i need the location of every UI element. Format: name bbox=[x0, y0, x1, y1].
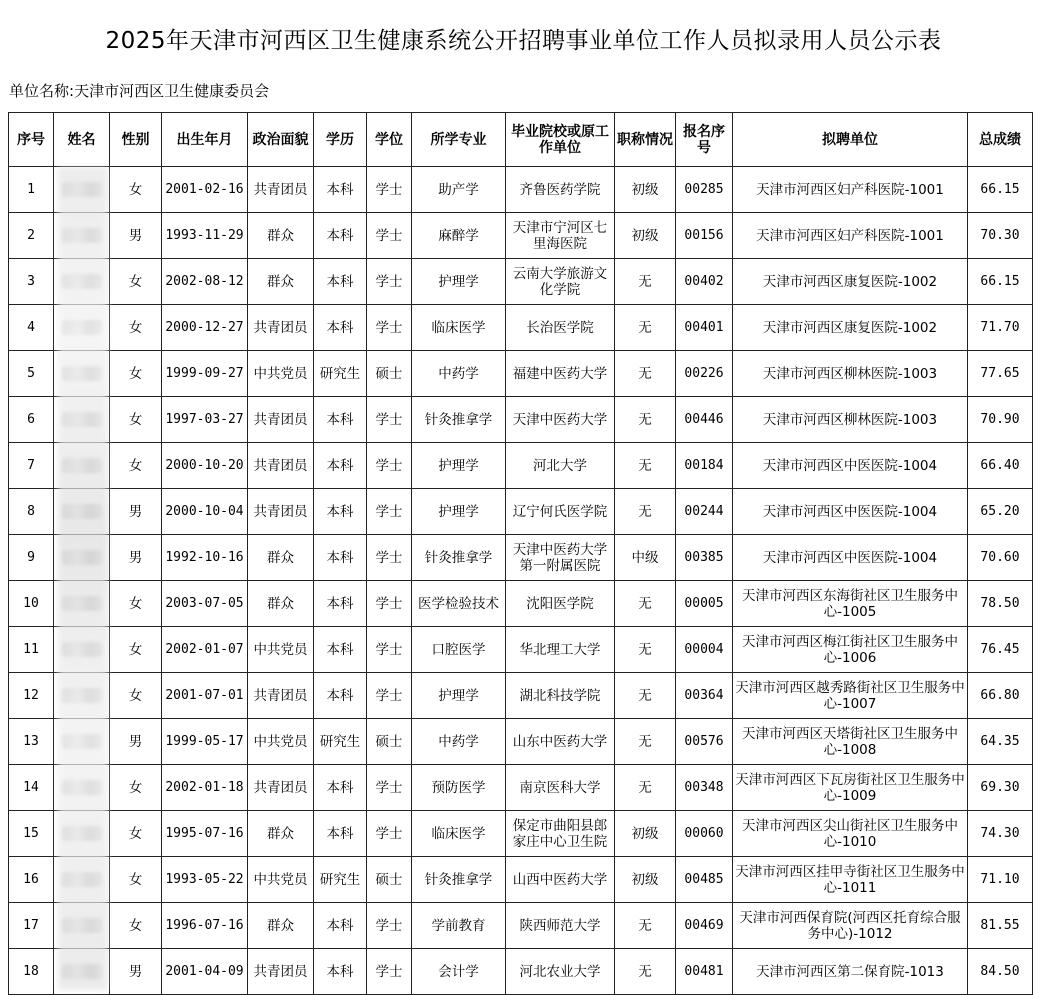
unit-value: 天津市河西区卫生健康委员会 bbox=[74, 82, 270, 100]
political-cell: 共青团员 bbox=[248, 397, 314, 443]
table-row bbox=[9, 535, 1033, 581]
school-cell: 南京医科大学 bbox=[506, 765, 615, 811]
row-number: 15 bbox=[9, 811, 54, 857]
education-cell: 本科 bbox=[314, 535, 367, 581]
gender-cell: 女 bbox=[110, 903, 162, 949]
school-cell: 沈阳医学院 bbox=[506, 581, 615, 627]
header-row bbox=[9, 113, 1033, 167]
gender-cell: 女 bbox=[110, 627, 162, 673]
reg-number-cell: 00244 bbox=[676, 489, 733, 535]
reg-number-cell: 00481 bbox=[676, 949, 733, 995]
score-cell: 64.35 bbox=[968, 719, 1033, 765]
political-cell: 共青团员 bbox=[248, 443, 314, 489]
hiring-unit-cell: 天津市河西区柳林医院-1003 bbox=[733, 397, 968, 443]
school-cell: 山东中医药大学 bbox=[506, 719, 615, 765]
column-header: 出生年月 bbox=[162, 113, 248, 167]
birth-cell: 2000-10-20 bbox=[162, 443, 248, 489]
birth-cell: 1993-05-22 bbox=[162, 857, 248, 903]
reg-number-cell: 00184 bbox=[676, 443, 733, 489]
table-row bbox=[9, 259, 1033, 305]
reg-number-cell: 00364 bbox=[676, 673, 733, 719]
major-cell: 学前教育 bbox=[412, 903, 506, 949]
title-cell: 无 bbox=[615, 765, 676, 811]
degree-cell: 学士 bbox=[367, 949, 412, 995]
school-cell: 保定市曲阳县郎家庄中心卫生院 bbox=[506, 811, 615, 857]
table-row bbox=[9, 811, 1033, 857]
degree-cell: 学士 bbox=[367, 627, 412, 673]
reg-number-cell: 00285 bbox=[676, 167, 733, 213]
school-cell: 河北大学 bbox=[506, 443, 615, 489]
name-cell bbox=[54, 811, 110, 857]
score-cell: 78.50 bbox=[968, 581, 1033, 627]
birth-cell: 2002-01-07 bbox=[162, 627, 248, 673]
score-cell: 69.30 bbox=[968, 765, 1033, 811]
redacted-name bbox=[62, 964, 102, 979]
degree-cell: 学士 bbox=[367, 765, 412, 811]
birth-cell: 2001-04-09 bbox=[162, 949, 248, 995]
column-header: 总成绩 bbox=[968, 113, 1033, 167]
degree-cell: 学士 bbox=[367, 811, 412, 857]
gender-cell: 男 bbox=[110, 949, 162, 995]
political-cell: 中共党员 bbox=[248, 351, 314, 397]
birth-cell: 2001-02-16 bbox=[162, 167, 248, 213]
education-cell: 本科 bbox=[314, 489, 367, 535]
unit-label: 单位名称: bbox=[9, 82, 75, 100]
reg-number-cell: 00156 bbox=[676, 213, 733, 259]
column-header: 学位 bbox=[367, 113, 412, 167]
name-cell bbox=[54, 535, 110, 581]
score-cell: 77.65 bbox=[968, 351, 1033, 397]
score-cell: 66.15 bbox=[968, 167, 1033, 213]
major-cell: 针灸推拿学 bbox=[412, 857, 506, 903]
degree-cell: 硕士 bbox=[367, 857, 412, 903]
birth-cell: 1996-07-16 bbox=[162, 903, 248, 949]
reg-number-cell: 00446 bbox=[676, 397, 733, 443]
degree-cell: 学士 bbox=[367, 305, 412, 351]
score-cell: 66.80 bbox=[968, 673, 1033, 719]
major-cell: 助产学 bbox=[412, 167, 506, 213]
table-row bbox=[9, 719, 1033, 765]
school-cell: 华北理工大学 bbox=[506, 627, 615, 673]
redacted-name bbox=[62, 918, 102, 933]
table-row bbox=[9, 213, 1033, 259]
education-cell: 研究生 bbox=[314, 857, 367, 903]
title-cell: 初级 bbox=[615, 811, 676, 857]
column-header: 职称情况 bbox=[615, 113, 676, 167]
name-cell bbox=[54, 397, 110, 443]
degree-cell: 学士 bbox=[367, 581, 412, 627]
gender-cell: 女 bbox=[110, 443, 162, 489]
degree-cell: 硕士 bbox=[367, 351, 412, 397]
birth-cell: 2002-01-18 bbox=[162, 765, 248, 811]
school-cell: 天津中医药大学 bbox=[506, 397, 615, 443]
title-cell: 无 bbox=[615, 489, 676, 535]
row-number: 11 bbox=[9, 627, 54, 673]
education-cell: 研究生 bbox=[314, 351, 367, 397]
hiring-unit-cell: 天津市河西区柳林医院-1003 bbox=[733, 351, 968, 397]
major-cell: 护理学 bbox=[412, 673, 506, 719]
hiring-unit-cell: 天津市河西区康复医院-1002 bbox=[733, 259, 968, 305]
title-cell: 无 bbox=[615, 903, 676, 949]
school-cell: 陕西师范大学 bbox=[506, 903, 615, 949]
education-cell: 本科 bbox=[314, 213, 367, 259]
gender-cell: 男 bbox=[110, 213, 162, 259]
major-cell: 临床医学 bbox=[412, 305, 506, 351]
reg-number-cell: 00576 bbox=[676, 719, 733, 765]
score-cell: 65.20 bbox=[968, 489, 1033, 535]
education-cell: 本科 bbox=[314, 305, 367, 351]
column-header: 报名序号 bbox=[676, 113, 733, 167]
score-cell: 66.40 bbox=[968, 443, 1033, 489]
table-row bbox=[9, 167, 1033, 213]
title-cell: 无 bbox=[615, 581, 676, 627]
birth-cell: 1999-09-27 bbox=[162, 351, 248, 397]
title-cell: 无 bbox=[615, 627, 676, 673]
major-cell: 临床医学 bbox=[412, 811, 506, 857]
education-cell: 本科 bbox=[314, 949, 367, 995]
gender-cell: 女 bbox=[110, 857, 162, 903]
table-row bbox=[9, 489, 1033, 535]
school-cell: 河北农业大学 bbox=[506, 949, 615, 995]
hiring-unit-cell: 天津市河西区挂甲寺街社区卫生服务中心-1011 bbox=[733, 857, 968, 903]
row-number: 12 bbox=[9, 673, 54, 719]
reg-number-cell: 00385 bbox=[676, 535, 733, 581]
political-cell: 共青团员 bbox=[248, 489, 314, 535]
school-cell: 云南大学旅游文化学院 bbox=[506, 259, 615, 305]
row-number: 9 bbox=[9, 535, 54, 581]
table-row bbox=[9, 305, 1033, 351]
title-cell: 无 bbox=[615, 397, 676, 443]
major-cell: 针灸推拿学 bbox=[412, 535, 506, 581]
redacted-name bbox=[62, 826, 102, 841]
name-cell bbox=[54, 857, 110, 903]
name-cell bbox=[54, 627, 110, 673]
education-cell: 本科 bbox=[314, 811, 367, 857]
table-row bbox=[9, 857, 1033, 903]
title-cell: 无 bbox=[615, 443, 676, 489]
name-cell bbox=[54, 673, 110, 719]
gender-cell: 女 bbox=[110, 811, 162, 857]
gender-cell: 女 bbox=[110, 259, 162, 305]
roster-table bbox=[8, 112, 1033, 995]
row-number: 7 bbox=[9, 443, 54, 489]
title-cell: 初级 bbox=[615, 857, 676, 903]
birth-cell: 1993-11-29 bbox=[162, 213, 248, 259]
degree-cell: 学士 bbox=[367, 443, 412, 489]
degree-cell: 学士 bbox=[367, 673, 412, 719]
school-cell: 辽宁何氏医学院 bbox=[506, 489, 615, 535]
degree-cell: 学士 bbox=[367, 167, 412, 213]
redacted-name bbox=[62, 366, 102, 381]
reg-number-cell: 00060 bbox=[676, 811, 733, 857]
table-row bbox=[9, 351, 1033, 397]
gender-cell: 男 bbox=[110, 535, 162, 581]
gender-cell: 男 bbox=[110, 489, 162, 535]
degree-cell: 学士 bbox=[367, 259, 412, 305]
hiring-unit-cell: 天津市河西区妇产科医院-1001 bbox=[733, 213, 968, 259]
political-cell: 共青团员 bbox=[248, 765, 314, 811]
school-cell: 湖北科技学院 bbox=[506, 673, 615, 719]
reg-number-cell: 00469 bbox=[676, 903, 733, 949]
column-header: 性别 bbox=[110, 113, 162, 167]
major-cell: 医学检验技术 bbox=[412, 581, 506, 627]
hiring-unit-cell: 天津市河西区下瓦房街社区卫生服务中心-1009 bbox=[733, 765, 968, 811]
education-cell: 本科 bbox=[314, 397, 367, 443]
hiring-unit-cell: 天津市河西区妇产科医院-1001 bbox=[733, 167, 968, 213]
major-cell: 会计学 bbox=[412, 949, 506, 995]
major-cell: 预防医学 bbox=[412, 765, 506, 811]
column-header: 所学专业 bbox=[412, 113, 506, 167]
hiring-unit-cell: 天津市河西区中医医院-1004 bbox=[733, 535, 968, 581]
table-row bbox=[9, 673, 1033, 719]
unit-line bbox=[9, 80, 269, 101]
score-cell: 74.30 bbox=[968, 811, 1033, 857]
gender-cell: 男 bbox=[110, 719, 162, 765]
political-cell: 群众 bbox=[248, 811, 314, 857]
row-number: 6 bbox=[9, 397, 54, 443]
school-cell: 天津市宁河区七里海医院 bbox=[506, 213, 615, 259]
column-header: 毕业院校或原工作单位 bbox=[506, 113, 615, 167]
name-cell bbox=[54, 949, 110, 995]
redacted-name bbox=[62, 412, 102, 427]
table-row bbox=[9, 765, 1033, 811]
title-cell: 无 bbox=[615, 351, 676, 397]
row-number: 1 bbox=[9, 167, 54, 213]
birth-cell: 2000-12-27 bbox=[162, 305, 248, 351]
score-cell: 66.15 bbox=[968, 259, 1033, 305]
gender-cell: 女 bbox=[110, 167, 162, 213]
education-cell: 本科 bbox=[314, 167, 367, 213]
score-cell: 76.45 bbox=[968, 627, 1033, 673]
hiring-unit-cell: 天津市河西区中医医院-1004 bbox=[733, 489, 968, 535]
political-cell: 共青团员 bbox=[248, 949, 314, 995]
redacted-name bbox=[62, 734, 102, 749]
column-header: 姓名 bbox=[54, 113, 110, 167]
name-cell bbox=[54, 259, 110, 305]
score-cell: 70.90 bbox=[968, 397, 1033, 443]
title-cell: 无 bbox=[615, 673, 676, 719]
education-cell: 本科 bbox=[314, 443, 367, 489]
name-cell bbox=[54, 581, 110, 627]
birth-cell: 2001-07-01 bbox=[162, 673, 248, 719]
school-cell: 山西中医药大学 bbox=[506, 857, 615, 903]
redacted-name bbox=[62, 688, 102, 703]
reg-number-cell: 00004 bbox=[676, 627, 733, 673]
row-number: 5 bbox=[9, 351, 54, 397]
row-number: 3 bbox=[9, 259, 54, 305]
table-row bbox=[9, 903, 1033, 949]
redacted-name bbox=[62, 182, 102, 197]
table-row bbox=[9, 627, 1033, 673]
hiring-unit-cell: 天津市河西区尖山街社区卫生服务中心-1010 bbox=[733, 811, 968, 857]
score-cell: 84.50 bbox=[968, 949, 1033, 995]
gender-cell: 女 bbox=[110, 305, 162, 351]
redacted-name bbox=[62, 504, 102, 519]
gender-cell: 女 bbox=[110, 765, 162, 811]
redacted-name bbox=[62, 596, 102, 611]
school-cell: 齐鲁医药学院 bbox=[506, 167, 615, 213]
name-cell bbox=[54, 489, 110, 535]
school-cell: 长治医学院 bbox=[506, 305, 615, 351]
degree-cell: 学士 bbox=[367, 535, 412, 581]
redacted-name bbox=[62, 872, 102, 887]
school-cell: 福建中医药大学 bbox=[506, 351, 615, 397]
row-number: 16 bbox=[9, 857, 54, 903]
hiring-unit-cell: 天津市河西区天塔街社区卫生服务中心-1008 bbox=[733, 719, 968, 765]
political-cell: 群众 bbox=[248, 581, 314, 627]
gender-cell: 女 bbox=[110, 397, 162, 443]
row-number: 8 bbox=[9, 489, 54, 535]
education-cell: 本科 bbox=[314, 765, 367, 811]
degree-cell: 学士 bbox=[367, 489, 412, 535]
column-header: 学历 bbox=[314, 113, 367, 167]
political-cell: 群众 bbox=[248, 903, 314, 949]
row-number: 17 bbox=[9, 903, 54, 949]
row-number: 13 bbox=[9, 719, 54, 765]
row-number: 2 bbox=[9, 213, 54, 259]
political-cell: 共青团员 bbox=[248, 167, 314, 213]
major-cell: 口腔医学 bbox=[412, 627, 506, 673]
row-number: 4 bbox=[9, 305, 54, 351]
table-row bbox=[9, 949, 1033, 995]
name-cell bbox=[54, 443, 110, 489]
education-cell: 本科 bbox=[314, 903, 367, 949]
birth-cell: 2003-07-05 bbox=[162, 581, 248, 627]
hiring-unit-cell: 天津市河西区越秀路街社区卫生服务中心-1007 bbox=[733, 673, 968, 719]
redacted-name bbox=[62, 228, 102, 243]
hiring-unit-cell: 天津市河西区中医医院-1004 bbox=[733, 443, 968, 489]
gender-cell: 女 bbox=[110, 351, 162, 397]
reg-number-cell: 00485 bbox=[676, 857, 733, 903]
political-cell: 中共党员 bbox=[248, 627, 314, 673]
school-cell: 天津中医药大学第一附属医院 bbox=[506, 535, 615, 581]
political-cell: 共青团员 bbox=[248, 673, 314, 719]
birth-cell: 1999-05-17 bbox=[162, 719, 248, 765]
major-cell: 护理学 bbox=[412, 489, 506, 535]
name-cell bbox=[54, 213, 110, 259]
title-cell: 初级 bbox=[615, 213, 676, 259]
hiring-unit-cell: 天津市河西区第二保育院-1013 bbox=[733, 949, 968, 995]
education-cell: 本科 bbox=[314, 673, 367, 719]
hiring-unit-cell: 天津市河西区康复医院-1002 bbox=[733, 305, 968, 351]
education-cell: 本科 bbox=[314, 581, 367, 627]
major-cell: 针灸推拿学 bbox=[412, 397, 506, 443]
redacted-name bbox=[62, 320, 102, 335]
redacted-name bbox=[62, 274, 102, 289]
reg-number-cell: 00402 bbox=[676, 259, 733, 305]
score-cell: 81.55 bbox=[968, 903, 1033, 949]
birth-cell: 1995-07-16 bbox=[162, 811, 248, 857]
birth-cell: 1997-03-27 bbox=[162, 397, 248, 443]
name-cell bbox=[54, 167, 110, 213]
hiring-unit-cell: 天津市河西保育院(河西区托育综合服务中心)-1012 bbox=[733, 903, 968, 949]
birth-cell: 2000-10-04 bbox=[162, 489, 248, 535]
reg-number-cell: 00226 bbox=[676, 351, 733, 397]
degree-cell: 硕士 bbox=[367, 719, 412, 765]
row-number: 10 bbox=[9, 581, 54, 627]
score-cell: 71.10 bbox=[968, 857, 1033, 903]
title-cell: 中级 bbox=[615, 535, 676, 581]
row-number: 18 bbox=[9, 949, 54, 995]
column-header: 序号 bbox=[9, 113, 54, 167]
table-row bbox=[9, 581, 1033, 627]
political-cell: 群众 bbox=[248, 535, 314, 581]
gender-cell: 女 bbox=[110, 673, 162, 719]
title-cell: 无 bbox=[615, 949, 676, 995]
score-cell: 70.60 bbox=[968, 535, 1033, 581]
row-number: 14 bbox=[9, 765, 54, 811]
birth-cell: 2002-08-12 bbox=[162, 259, 248, 305]
redacted-name bbox=[62, 550, 102, 565]
reg-number-cell: 00401 bbox=[676, 305, 733, 351]
score-cell: 70.30 bbox=[968, 213, 1033, 259]
major-cell: 中药学 bbox=[412, 719, 506, 765]
major-cell: 护理学 bbox=[412, 259, 506, 305]
name-cell bbox=[54, 719, 110, 765]
name-cell bbox=[54, 305, 110, 351]
table-row bbox=[9, 397, 1033, 443]
column-header: 拟聘单位 bbox=[733, 113, 968, 167]
political-cell: 中共党员 bbox=[248, 857, 314, 903]
education-cell: 本科 bbox=[314, 259, 367, 305]
hiring-unit-cell: 天津市河西区梅江街社区卫生服务中心-1006 bbox=[733, 627, 968, 673]
table-row bbox=[9, 443, 1033, 489]
redacted-name bbox=[62, 780, 102, 795]
education-cell: 研究生 bbox=[314, 719, 367, 765]
name-cell bbox=[54, 765, 110, 811]
title-cell: 无 bbox=[615, 719, 676, 765]
political-cell: 中共党员 bbox=[248, 719, 314, 765]
degree-cell: 学士 bbox=[367, 213, 412, 259]
page-title: 2025年天津市河西区卫生健康系统公开招聘事业单位工作人员拟录用人员公示表 bbox=[105, 28, 942, 54]
degree-cell: 学士 bbox=[367, 397, 412, 443]
reg-number-cell: 00348 bbox=[676, 765, 733, 811]
political-cell: 共青团员 bbox=[248, 305, 314, 351]
column-header: 政治面貌 bbox=[248, 113, 314, 167]
reg-number-cell: 00005 bbox=[676, 581, 733, 627]
major-cell: 麻醉学 bbox=[412, 213, 506, 259]
major-cell: 中药学 bbox=[412, 351, 506, 397]
hiring-unit-cell: 天津市河西区东海街社区卫生服务中心-1005 bbox=[733, 581, 968, 627]
political-cell: 群众 bbox=[248, 259, 314, 305]
title-cell: 初级 bbox=[615, 167, 676, 213]
name-cell bbox=[54, 351, 110, 397]
redacted-name bbox=[62, 458, 102, 473]
title-cell: 无 bbox=[615, 259, 676, 305]
name-cell bbox=[54, 903, 110, 949]
score-cell: 71.70 bbox=[968, 305, 1033, 351]
roster-body bbox=[9, 167, 1033, 995]
birth-cell: 1992-10-16 bbox=[162, 535, 248, 581]
gender-cell: 女 bbox=[110, 581, 162, 627]
education-cell: 本科 bbox=[314, 627, 367, 673]
redacted-name bbox=[62, 642, 102, 657]
degree-cell: 学士 bbox=[367, 903, 412, 949]
major-cell: 护理学 bbox=[412, 443, 506, 489]
political-cell: 群众 bbox=[248, 213, 314, 259]
title-cell: 无 bbox=[615, 305, 676, 351]
